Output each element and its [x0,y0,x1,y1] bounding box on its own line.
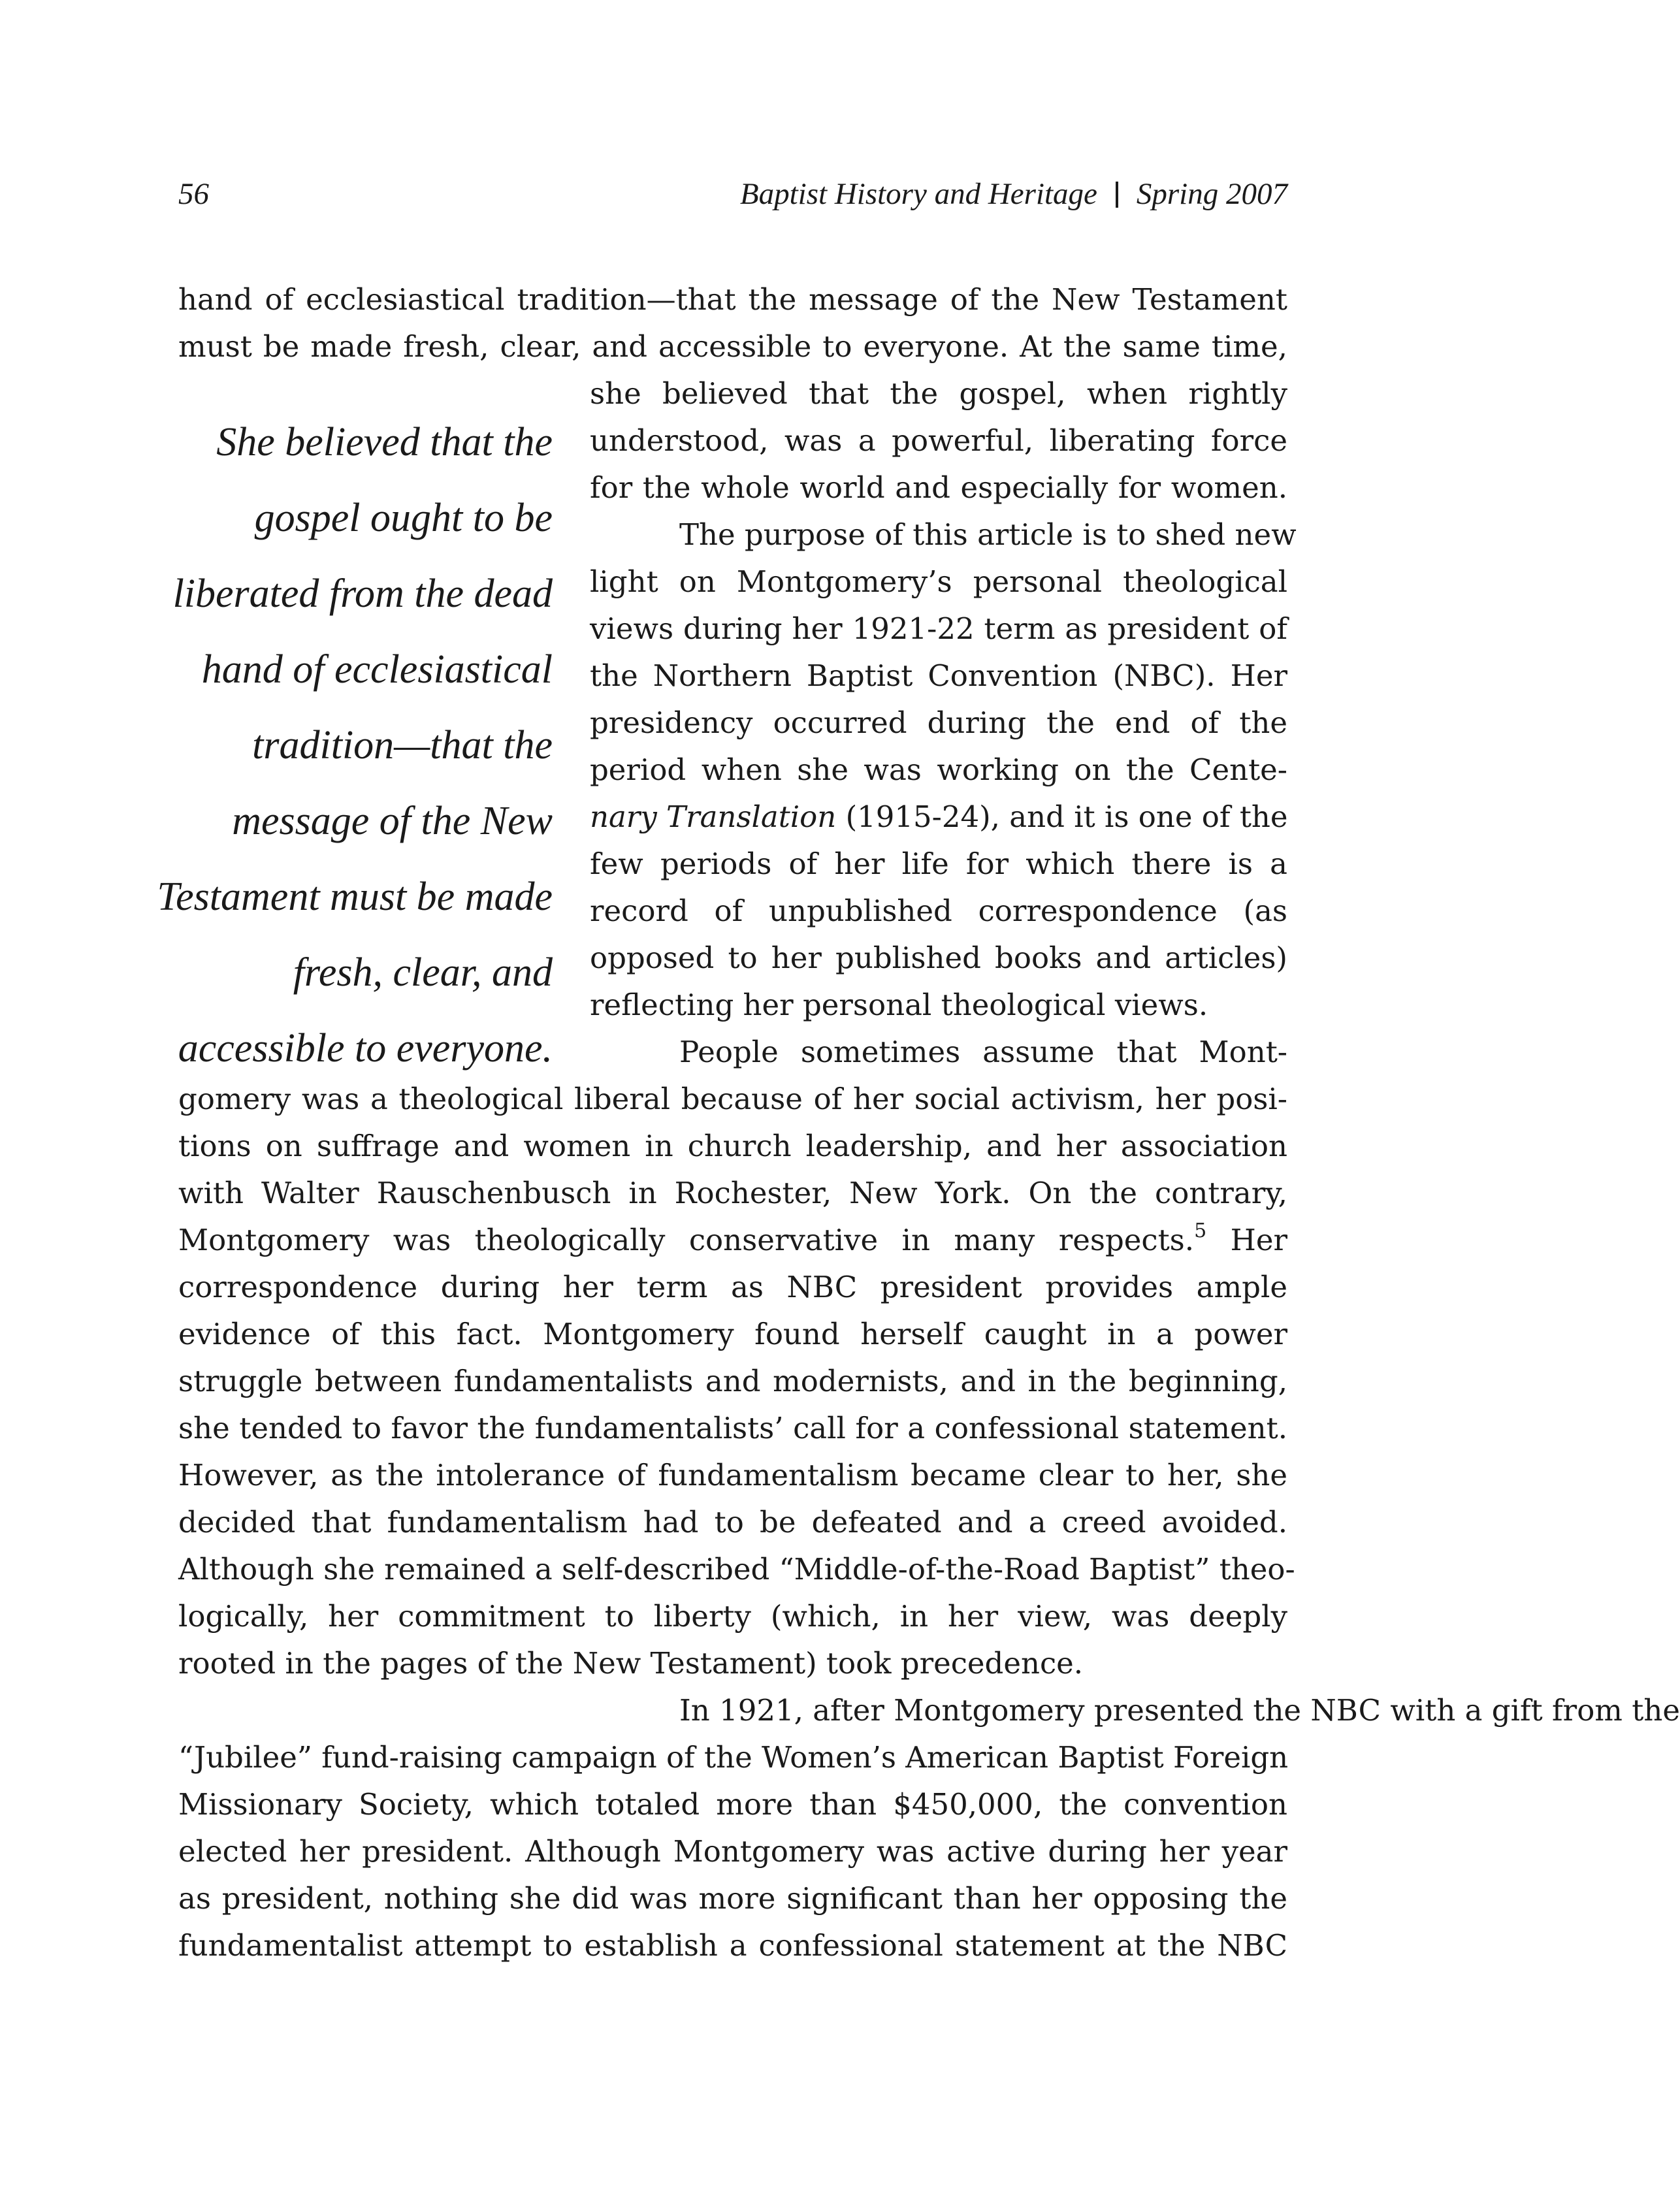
pull-quote-line: She believed that the [216,420,553,464]
paragraph-first-line: The purpose of this article is to shed new [679,517,1297,552]
journal-title: Baptist History and Heritage [739,177,1097,211]
body-line [590,794,1287,841]
body-line: logically, her commitment to liberty (which, in her view, was deeply [178,1599,1287,1634]
pull-quote-line: tradition—that the [252,723,553,767]
body-line [178,1217,1287,1264]
body-line: she tended to favor the fundamentalists’ call for a confessional statement. [178,1411,1287,1445]
page-number: 56 [178,177,209,211]
pull-quote-line: message of the New [232,799,553,843]
issue-label: Spring 2007 [1136,177,1287,211]
body-line: fundamentalist attempt to establish a confessional statement at the NBC [178,1928,1287,1963]
header-separator [1116,182,1118,208]
body-line: views during her 1921-22 term as president of [590,611,1287,646]
body-line: reflecting her personal theological views. [590,988,1208,1022]
body-line: few periods of her life for which there is a [590,847,1287,881]
centenary-translation-title: nary Translation [590,799,837,834]
pull-quote-line: Testament must be made [157,875,553,919]
body-line: rooted in the pages of the New Testament) took precedence. [178,1646,1084,1681]
body-line: she believed that the gospel, when rightly [590,376,1287,411]
body-line: gomery was a theological liberal because of her social activism, her posi- [178,1082,1287,1116]
body-line: Although she remained a self-described “Middle-of-the-Road Baptist” theo- [178,1552,1295,1587]
pull-quote-line: accessible to everyone. [178,1026,553,1071]
body-line: opposed to her published books and articles) [590,941,1287,975]
body-line: for the whole world and especially for women. [590,470,1287,505]
body-line: understood, was a powerful, liberating force [590,423,1287,458]
body-line: light on Montgomery’s personal theological [590,564,1287,599]
body-line-text: Montgomery was theologically conservative in many respects. [178,1223,1195,1257]
body-line: elected her president. Although Montgomery was active during her year [178,1834,1287,1869]
body-line: hand of ecclesiastical tradition—that the message of the New Testament [178,282,1287,317]
body-line: tions on suffrage and women in church leadership, and her association [178,1129,1287,1163]
body-line: with Walter Rauschenbusch in Rochester, New York. On the contrary, [178,1176,1287,1210]
body-line-text: Her [1230,1223,1287,1257]
running-header [178,171,1287,217]
pull-quote [128,419,553,1072]
body-line: the Northern Baptist Convention (NBC). Her [590,658,1287,693]
body-line: record of unpublished correspondence (as [590,894,1287,928]
body-line: Missionary Society, which totaled more than $450,000, the convention [178,1787,1287,1822]
body-line: period when she was working on the Cente- [590,752,1287,787]
body-line: decided that fundamentalism had to be defeated and a creed avoided. [178,1505,1287,1540]
running-head [740,171,1287,217]
body-line: correspondence during her term as NBC president provides ample [178,1270,1287,1304]
pull-quote-line: hand of ecclesiastical [201,647,553,692]
body-line: presidency occurred during the end of the [590,705,1287,740]
paragraph-first-line: In 1921, after Montgomery presented the NBC with a gift from the [679,1693,1680,1728]
body-line: struggle between fundamentalists and modernists, and in the beginning, [178,1364,1287,1398]
body-line: as president, nothing she did was more significant than her opposing the [178,1881,1287,1916]
body-line: “Jubilee” fund-raising campaign of the Women’s American Baptist Foreign [178,1740,1289,1775]
pull-quote-line: gospel ought to be [254,496,553,540]
pull-quote-line: liberated from the dead [172,572,553,616]
pull-quote-line: fresh, clear, and [293,950,553,995]
body-line: However, as the intolerance of fundamentalism became clear to her, she [178,1458,1287,1492]
body-line: must be made fresh, clear, and accessible to everyone. At the same time, [178,329,1287,364]
paragraph-first-line: People sometimes assume that Mont- [679,1035,1287,1069]
footnote-reference[interactable]: 5 [1194,1219,1207,1242]
body-line-rest: (1915-24), and it is one of the [845,799,1288,834]
body-line: evidence of this fact. Montgomery found herself caught in a power [178,1317,1287,1351]
